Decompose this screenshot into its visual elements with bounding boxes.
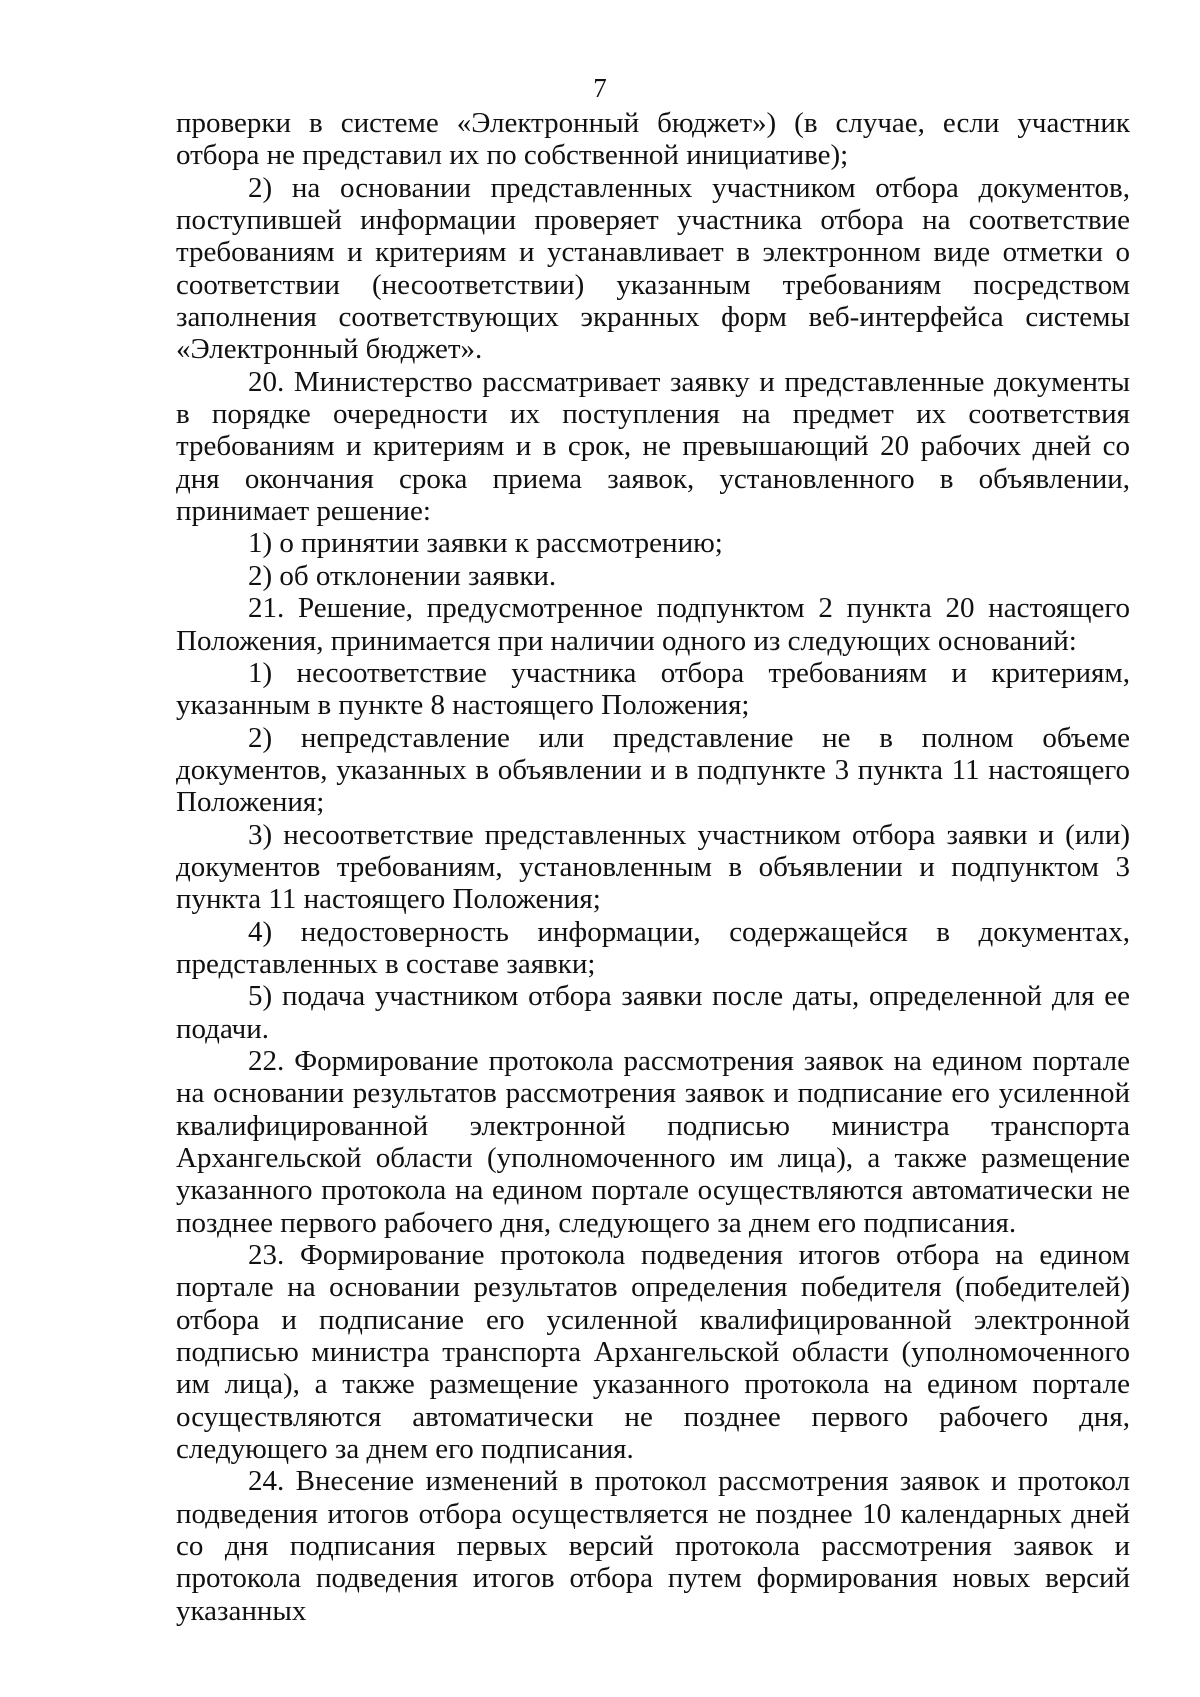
paragraph: 23. Формирование протокола подведения итогов отбора на едином портале на основании результатов определения победителя (победителей) отбора и подписание его усиленной квалифицированной электронной подписью министра транспорта Архангельской области (уполномоченного им лица), а также размещение указанного протокола на едином портале осуществляются автоматически не позднее первого рабочего дня, следующего за днем его подписания. [176,1239,1130,1466]
paragraph: 2) на основании представленных участником отбора документов, поступившей информации проверяет участника отбора на соответствие требованиям и критериям и устанавливает в электронном виде отметки о соответствии (несоответствии) указанным требованиям посредством заполнения соответствующих экранных форм веб-интерфейса системы «Электронный бюджет». [176,171,1130,366]
page-number: 7 [593,73,607,103]
paragraph: 2) об отклонении заявки. [248,559,557,592]
paragraph: 24. Внесение изменений в протокол рассмотрения заявок и протокол подведения итогов отбора осуществляется не позднее 10 календарных дней со дня подписания первых версий протокола рассмотрения заявок и протокола подведения итогов отбора путем формирования новых версий указанных [176,1465,1130,1627]
paragraph: 5) подача участником отбора заявки после даты, определенной для ее подачи. [176,980,1130,1045]
paragraph: 4) недостоверность информации, содержащейся в документах, представленных в составе заявки; [176,915,1130,980]
paragraph: 1) несоответствие участника отбора требованиям и критериям, указанным в пункте 8 настоящего Положения; [176,656,1130,722]
paragraph: 3) несоответствие представленных участником отбора заявки и (или) документов требованиям, установленным в объявлении и подпунктом 3 пункта 11 настоящего Положения; [176,818,1130,916]
paragraph: проверки в системе «Электронный бюджет») (в случае, если участник отбора не представил их по собственной инициативе); [176,107,1130,172]
paragraph: 1) о принятии заявки к рассмотрению; [248,527,723,560]
paragraph: 2) непредставление или представление не в полном объеме документов, указанных в объявлении и в подпункте 3 пункта 11 настоящего Положения; [176,721,1130,819]
document-body [176,107,1130,1627]
paragraph: 22. Формирование протокола рассмотрения заявок на едином портале на основании результатов рассмотрения заявок и подписание его усиленной квалифицированной электронной подписью министра транспорта Архангельской области (уполномоченного им лица), а также размещение указанного протокола на едином портале осуществляются автоматически не позднее первого рабочего дня, следующего за днем его подписания. [176,1044,1130,1239]
paragraph: 20. Министерство рассматривает заявку и представленные документы в порядке очередности их поступления на предмет их соответствия требованиям и критериям и в срок, не превышающий 20 рабочих дней со дня окончания срока приема заявок, установленного в объявлении, принимает решение: [176,365,1130,528]
paragraph: 21. Решение, предусмотренное подпунктом 2 пункта 20 настоящего Положения, принимается при наличии одного из следующих оснований: [176,592,1130,657]
